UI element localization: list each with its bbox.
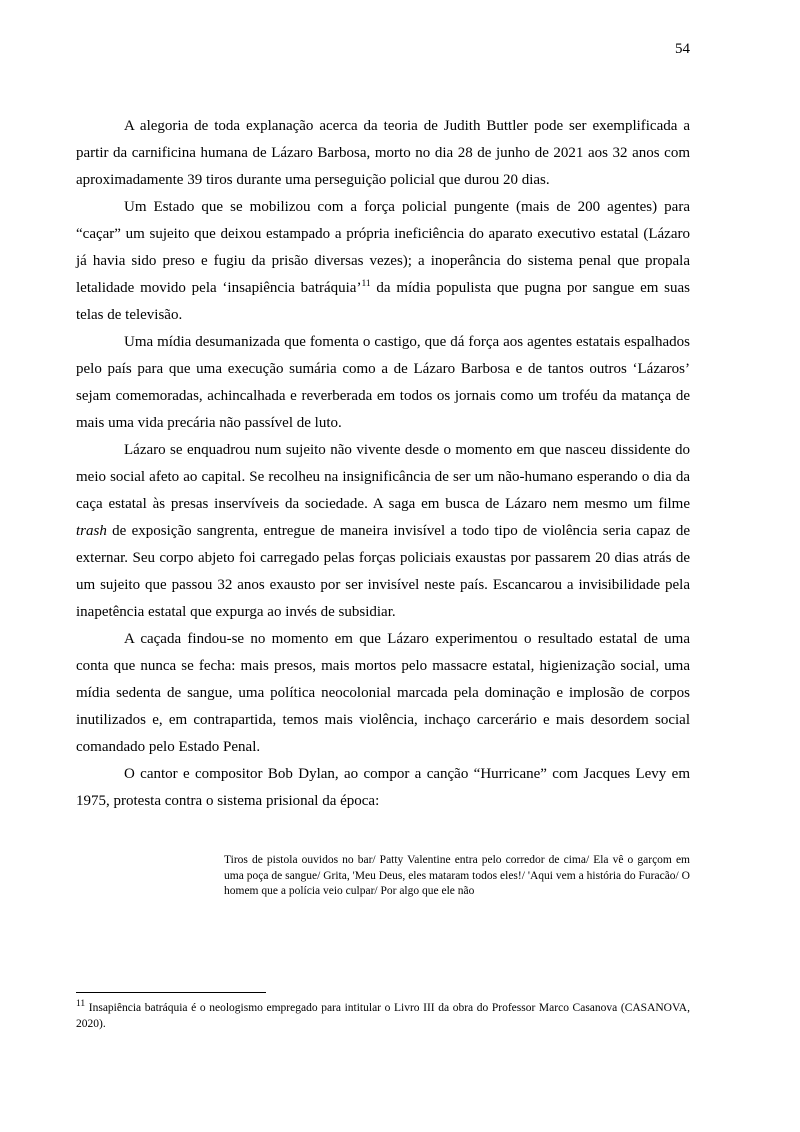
paragraph-text: de exposição sangrenta, entregue de maneira invisível a todo tipo de violência seria capaz de externar. Seu corpo abjeto foi carregado pelas forças policiais exaustas por passarem 20 dias atrás de um sujeito que passou 32 anos exausto por ser invisível neste país. Escancarou a invisibilidade pela inapetência estatal que expurga ao invés de subsidiar.: [76, 523, 690, 620]
footnote-separator: [76, 992, 266, 993]
paragraph-lazaro: [76, 437, 690, 626]
page-number: 54: [675, 41, 690, 57]
footnote-reference: 11: [361, 279, 371, 289]
footnote: [76, 1000, 690, 1032]
footnote-text: Insapiência batráquia é o neologismo empregado para intitular o Livro III da obra do Professor Marco Casanova (CASANOVA, 2020).: [76, 1002, 690, 1030]
paragraph-bob-dylan: O cantor e compositor Bob Dylan, ao compor a canção “Hurricane” com Jacques Levy em 1975, protesta contra o sistema prisional da época:: [76, 766, 690, 809]
block-quote: Tiros de pistola ouvidos no bar/ Patty Valentine entra pelo corredor de cima/ Ela vê o garçom em uma poça de sangue/ Grita, 'Meu Deus, eles mataram todos eles!/ 'Aqui vem a história do Furacão/ O homem que a polícia veio culpar/ Por algo que ele não: [224, 854, 690, 897]
footnote-number: 11: [76, 999, 86, 1010]
italic-word: trash: [76, 523, 107, 539]
document-body: [76, 113, 690, 900]
paragraph-midia: Uma mídia desumanizada que fomenta o castigo, que dá força aos agentes estatais espalhados pelo país para que uma execução sumária como a de Lázaro Barbosa e de tantos outros ‘Lázaros’ sejam comemoradas, achincalhada e reverberada em todos os jornais como um troféu da matança de mais uma vida precária não passível de luto.: [76, 334, 690, 431]
paragraph-text: Um Estado que se mobilizou com a força policial pungente (mais de 200 agentes) para “caçar” um sujeito que deixou estampado a própria ineficiência do aparato executivo estatal (Lázaro já havia sido preso e fugiu da prisão diversas vezes); a inoperância do sistema penal que propala letalidade movido pela ‘insapiência batráquia’: [76, 199, 690, 296]
paragraph-text: da mídia populista que pugna por sangue em suas telas de televisão.: [76, 280, 690, 323]
paragraph-cacada: A caçada findou-se no momento em que Lázaro experimentou o resultado estatal de uma conta que nunca se fecha: mais presos, mais mortos pelo massacre estatal, higienização social, uma mídia sedenta de sangue, uma política neocolonial marcada pela dominação e implosão de corpos inutilizados e, em contrapartida, temos mais violência, inchaço carcerário e mais desordem social comandado pelo Estado Penal.: [76, 631, 690, 755]
paragraph-judith-butler: A alegoria de toda explanação acerca da teoria de Judith Buttler pode ser exemplificada a partir da carnificina humana de Lázaro Barbosa, morto no dia 28 de junho de 2021 aos 32 anos com aproximadamente 39 tiros durante uma perseguição policial que durou 20 dias.: [76, 118, 690, 188]
paragraph-text: Lázaro se enquadrou num sujeito não vivente desde o momento em que nasceu dissidente do meio social afeto ao capital. Se recolheu na insignificância de ser um não-humano esperando o dia da caça estatal às presas inservíveis da sociedade. A saga em busca de Lázaro nem mesmo um filme: [76, 442, 690, 512]
paragraph-estado: [76, 194, 690, 329]
footnote-area: [76, 992, 690, 1032]
